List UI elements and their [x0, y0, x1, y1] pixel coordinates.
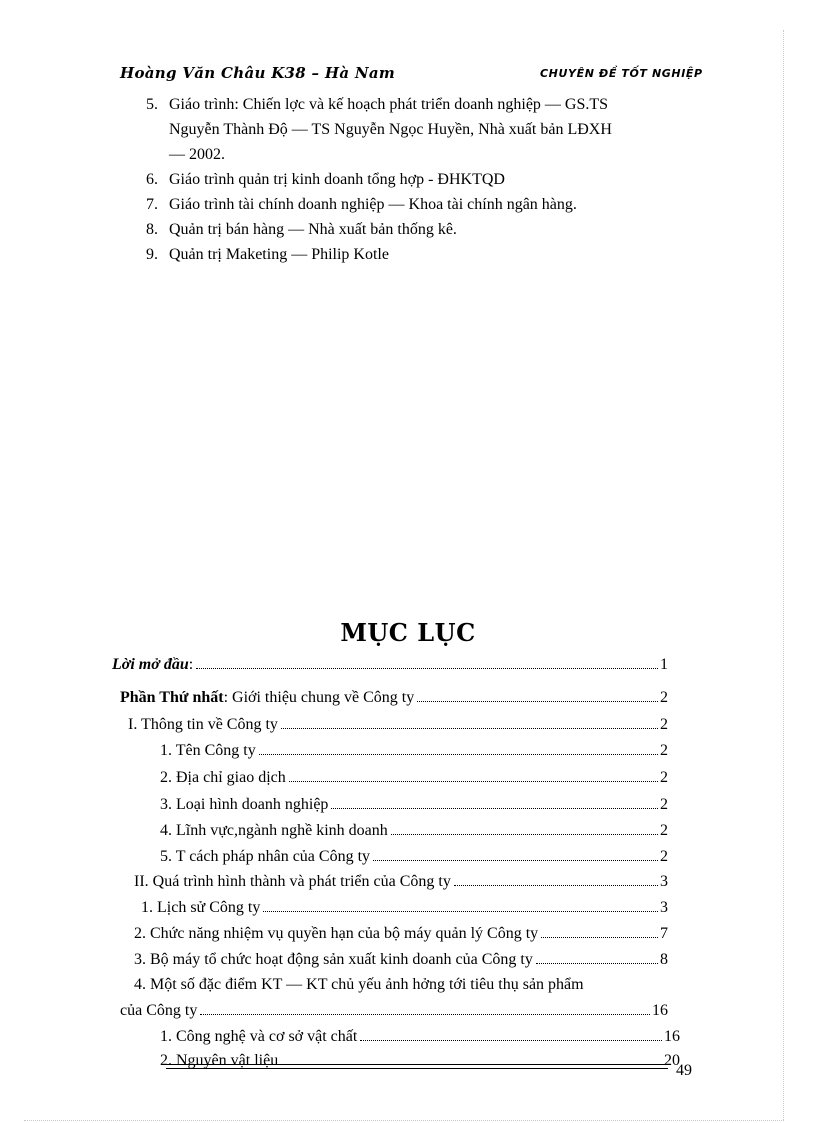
- toc-entry-bold: Lời mở đầu: [112, 656, 189, 673]
- toc-leader: [281, 728, 658, 729]
- toc-entry-text: 1. Công nghệ và cơ sở vật chất: [160, 1028, 358, 1045]
- toc-page-number: 1: [660, 656, 668, 673]
- toc-page-number: 2: [660, 796, 668, 813]
- toc-leader: [536, 963, 658, 964]
- reference-number: 8.: [146, 221, 158, 238]
- toc-leader: [259, 754, 658, 755]
- toc-entry-text: 2. Nguyên vật liệu: [160, 1052, 279, 1069]
- toc-page-number: 3: [660, 899, 668, 916]
- toc-page-number: 3: [660, 873, 668, 890]
- toc-entry: [128, 714, 668, 736]
- toc-entry-part-one: [120, 687, 668, 709]
- toc-page-number: 7: [660, 925, 668, 942]
- toc-page-number: 20: [664, 1052, 680, 1069]
- toc-entry: [134, 949, 668, 971]
- toc-entry: [120, 1000, 668, 1022]
- toc-leader: [454, 885, 658, 886]
- toc-page-number: 2: [660, 769, 668, 786]
- toc-entry: [160, 794, 668, 816]
- toc-entry-text: 1. Lịch sử Công ty: [141, 899, 261, 916]
- toc-page-number: 2: [660, 716, 668, 733]
- toc-page-number: 2: [660, 689, 668, 706]
- reference-number: 5.: [146, 96, 158, 113]
- reference-line: Quản trị Maketing — Philip Kotle: [169, 246, 389, 263]
- toc-entry-text: 4. Lĩnh vực,ngành nghề kinh doanh: [160, 822, 388, 839]
- toc-leader: [331, 808, 658, 809]
- reference-line: Quản trị bán hàng — Nhà xuất bản thống kê.: [169, 221, 457, 238]
- page-number: 49: [676, 1062, 692, 1079]
- toc-entry-text: của Công ty: [120, 1002, 198, 1019]
- toc-leader: [360, 1040, 662, 1041]
- toc-page-number: 8: [660, 951, 668, 968]
- toc-entry: [160, 1026, 680, 1048]
- toc-entry-wrapped-line: 4. Một số đặc điểm KT — KT chủ yếu ảnh hởng tới tiêu thụ sản phẩm: [134, 976, 584, 993]
- toc-leader: [196, 668, 658, 669]
- toc-page-number: 2: [660, 848, 668, 865]
- toc-page-number: 2: [660, 822, 668, 839]
- reference-line: Giáo trình: Chiến lợc và kế hoạch phát triển doanh nghiệp — GS.TS: [169, 96, 609, 113]
- toc-entry-text: 5. T cách pháp nhân của Công ty: [160, 848, 371, 865]
- reference-number: 7.: [146, 196, 158, 213]
- header-title: CHUYÊN ĐỀ TỐT NGHIỆP: [540, 67, 703, 80]
- toc-entry-text: 2. Chức năng nhiệm vụ quyền hạn của bộ máy quản lý Công ty: [134, 925, 539, 942]
- toc-entry: [141, 897, 668, 919]
- toc-entry-intro: [112, 654, 668, 676]
- header-author: Hoàng Văn Châu K38 – Hà Nam: [120, 64, 396, 82]
- footer-rule: [166, 1064, 668, 1065]
- toc-entry: [160, 846, 668, 868]
- toc-leader: [200, 1014, 650, 1015]
- toc-title: MỤC LỤC: [340, 618, 476, 647]
- reference-number: 9.: [146, 246, 158, 263]
- toc-leader: [417, 701, 658, 702]
- toc-entry: [134, 871, 668, 893]
- reference-line: Nguyễn Thành Độ — TS Nguyễn Ngọc Huyền, Nhà xuất bản LĐXH: [169, 121, 612, 138]
- reference-line: — 2002.: [169, 146, 225, 163]
- toc-entry: [160, 740, 668, 762]
- toc-entry-text: I. Thông tin về Công ty: [128, 716, 278, 733]
- page-frame-edge: [783, 30, 784, 1120]
- reference-line: Giáo trình tài chính doanh nghiệp — Khoa tài chính ngân hàng.: [169, 196, 577, 213]
- toc-page-number: 16: [664, 1028, 680, 1045]
- toc-leader: [541, 937, 658, 938]
- toc-entry-text: 1. Tên Công ty: [160, 742, 256, 759]
- page-frame-edge: [24, 1120, 784, 1121]
- toc-leader: [289, 781, 658, 782]
- reference-line: Giáo trình quản trị kinh doanh tổng hợp - ĐHKTQD: [169, 171, 505, 188]
- toc-leader: [263, 911, 658, 912]
- toc-entry-text: 3. Bộ máy tổ chức hoạt động sản xuất kinh doanh của Công ty: [134, 951, 533, 968]
- toc-entry: [160, 820, 668, 842]
- toc-leader: [373, 860, 658, 861]
- toc-entry-text: : Giới thiệu chung về Công ty: [223, 689, 415, 706]
- reference-number: 6.: [146, 171, 158, 188]
- toc-entry-text: II. Quá trình hình thành và phát triển của Công ty: [134, 873, 451, 890]
- toc-entry-text: 3. Loại hình doanh nghiệp: [160, 796, 329, 813]
- toc-entry-text: :: [188, 656, 194, 673]
- toc-entry: [134, 923, 668, 945]
- footer-rule: [166, 1068, 668, 1069]
- toc-page-number: 16: [652, 1002, 668, 1019]
- toc-entry: [160, 767, 668, 789]
- toc-entry-text: 2. Địa chỉ giao dịch: [160, 769, 286, 786]
- toc-entry-bold: Phần Thứ nhất: [120, 689, 224, 706]
- toc-page-number: 2: [660, 742, 668, 759]
- toc-leader: [391, 834, 658, 835]
